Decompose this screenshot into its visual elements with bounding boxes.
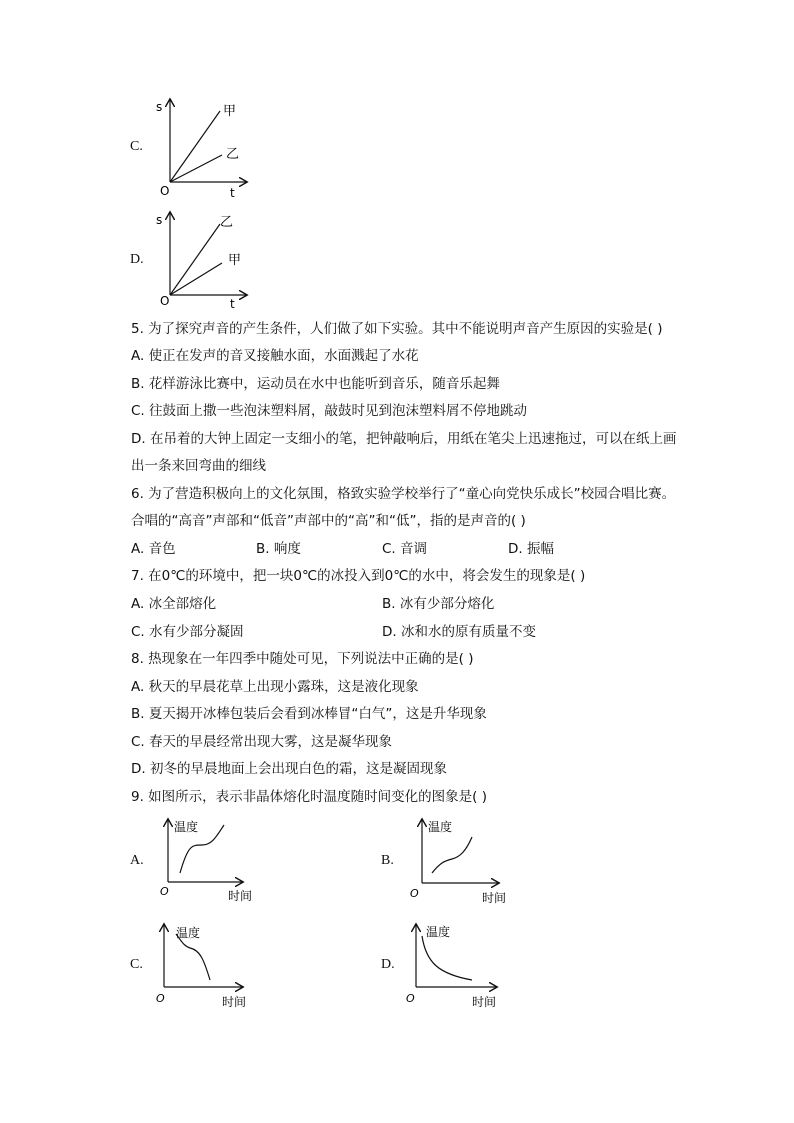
q9-graph-b	[404, 815, 524, 910]
line-lower	[170, 155, 222, 182]
upper-line-label: 甲	[223, 104, 237, 119]
upper-line-label: 乙	[220, 215, 234, 230]
option-d-label: D.	[130, 252, 144, 267]
q9-graph-d-label: D.	[381, 957, 395, 972]
origin-label: O	[160, 885, 169, 898]
q7-option-b: B. 冰有少部分熔化	[382, 596, 495, 612]
y-axis-label: 温度	[426, 925, 451, 939]
q7-stem: 7. 在0℃的环境中，把一块0℃的冰投入到0℃的水中，将会发生的现象是( )	[131, 568, 586, 584]
option-c-st-graph	[150, 95, 260, 200]
option-d-st-graph	[150, 208, 260, 313]
y-axis-label: 温度	[176, 926, 201, 940]
temperature-curve	[176, 934, 210, 980]
lower-line-label: 乙	[226, 147, 240, 162]
x-axis-label: 时间	[482, 891, 507, 905]
origin-label: O	[410, 887, 419, 900]
line-lower	[170, 263, 222, 295]
q9-graph-a-label: A.	[130, 853, 144, 868]
q9-graph-c	[150, 920, 270, 1015]
x-axis-label: 时间	[472, 995, 497, 1009]
q5-option-a: A. 使正在发声的音叉接触水面，水面溅起了水花	[131, 348, 419, 364]
q5-option-d-cont: 出一条来回弯曲的细线	[131, 458, 266, 474]
q8-option-b: B. 夏天揭开冰棒包装后会看到冰棒冒“白气”，这是升华现象	[131, 706, 487, 722]
q6-option-b: B. 响度	[256, 541, 301, 557]
q6-stem-line1: 6. 为了营造积极向上的文化氛围，格致实验学校举行了“童心向党快乐成长”校园合唱比赛。	[131, 486, 676, 502]
y-axis-label: 温度	[174, 820, 199, 834]
q9-stem: 9. 如图所示，表示非晶体熔化时温度随时间变化的图象是( )	[131, 789, 487, 805]
temperature-curve	[432, 837, 472, 873]
q9-graph-b-label: B.	[381, 853, 394, 868]
x-axis-label: 时间	[222, 995, 247, 1009]
q7-option-a: A. 冰全部熔化	[131, 596, 217, 612]
q9-graph-a	[150, 815, 270, 910]
q6-option-d: D. 振幅	[508, 541, 554, 557]
lower-line-label: 甲	[228, 253, 242, 268]
q8-option-c: C. 春天的早晨经常出现大雾，这是凝华现象	[131, 734, 393, 750]
origin-label: O	[406, 992, 415, 1005]
q9-graph-d	[402, 920, 522, 1015]
y-axis-label: s	[156, 100, 163, 114]
q5-option-b: B. 花样游泳比赛中，运动员在水中也能听到音乐，随音乐起舞	[131, 376, 500, 392]
q5-option-c: C. 往鼓面上撒一些泡沫塑料屑，敲鼓时见到泡沫塑料屑不停地跳动	[131, 403, 528, 419]
x-axis-label: t	[230, 186, 235, 200]
origin-label: O	[156, 992, 165, 1005]
q5-stem: 5. 为了探究声音的产生条件，人们做了如下实验。其中不能说明声音产生原因的实验是( )	[131, 321, 663, 337]
option-c-label: C.	[130, 139, 143, 154]
q9-graph-c-label: C.	[130, 957, 143, 972]
q6-option-a: A. 音色	[131, 541, 176, 557]
q6-stem-line2: 合唱的“高音”声部和“低音”声部中的“高”和“低”，指的是声音的( )	[131, 513, 526, 529]
q8-option-a: A. 秋天的早晨花草上出现小露珠，这是液化现象	[131, 679, 419, 695]
origin-label: O	[160, 184, 170, 198]
x-axis-label: 时间	[228, 889, 253, 903]
temperature-curve	[422, 936, 472, 980]
origin-label: O	[160, 294, 170, 308]
q8-option-d: D. 初冬的早晨地面上会出现白色的霜，这是凝固现象	[131, 761, 447, 777]
y-axis-label: s	[156, 213, 163, 227]
y-axis-label: 温度	[428, 820, 453, 834]
q8-stem: 8. 热现象在一年四季中随处可见，下列说法中正确的是( )	[131, 651, 474, 667]
x-axis-label: t	[230, 297, 235, 311]
q5-option-d: D. 在吊着的大钟上固定一支细小的笔，把钟敲响后，用纸在笔尖上迅速拖过，可以在纸上画	[131, 431, 677, 447]
q7-option-d: D. 冰和水的原有质量不变	[382, 624, 536, 640]
line-upper	[170, 111, 220, 182]
line-upper	[170, 224, 220, 295]
q7-option-c: C. 水有少部分凝固	[131, 624, 244, 640]
q6-option-c: C. 音调	[382, 541, 428, 557]
